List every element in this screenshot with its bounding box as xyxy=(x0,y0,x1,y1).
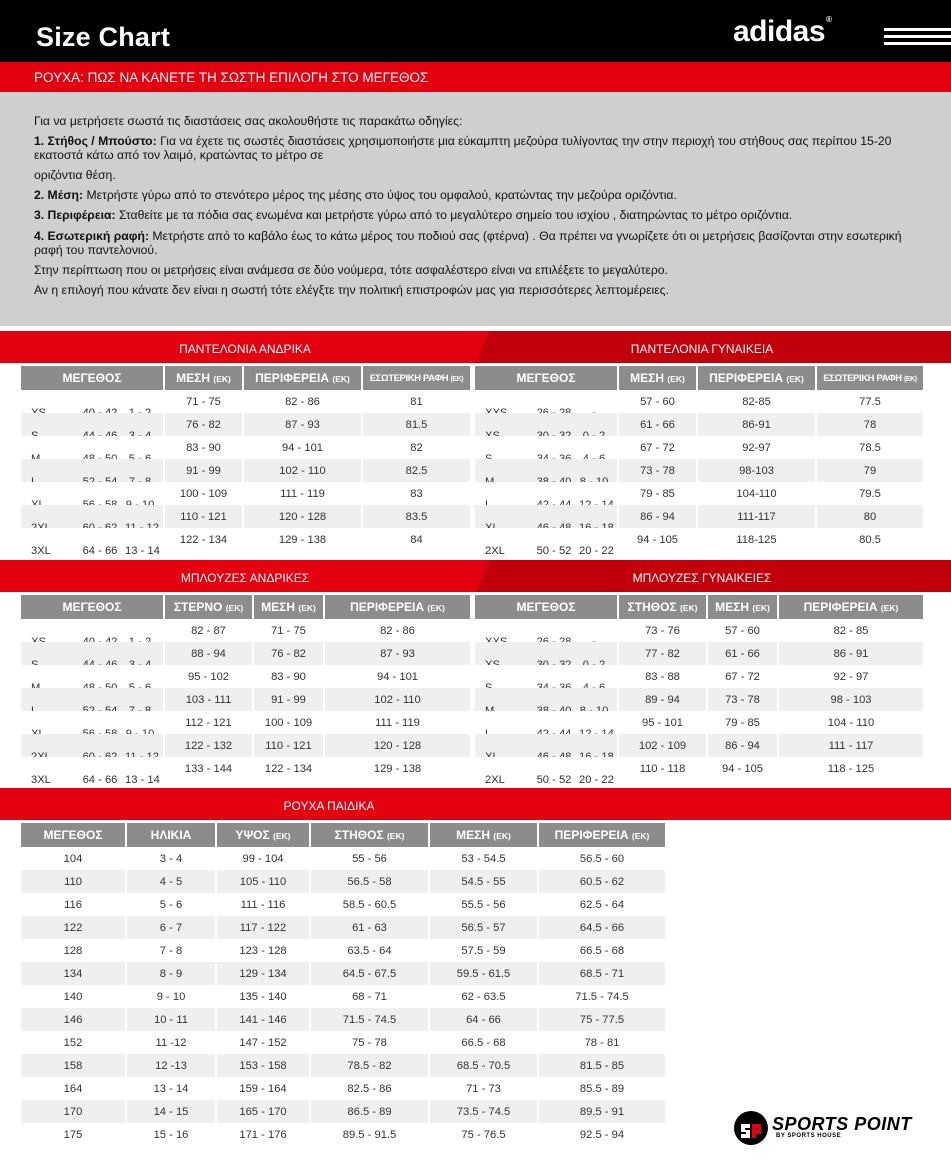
table-cell: 67 - 72 xyxy=(619,436,698,459)
col-header-waist: ΜΕΣΗ (ΕΚ) xyxy=(254,595,325,619)
table-cell: 73 - 78 xyxy=(619,459,698,482)
table-cell: 102 - 109 xyxy=(619,734,708,757)
table-cell: 170 xyxy=(21,1100,127,1123)
table-cell: 3 - 4 xyxy=(127,847,217,870)
table-cell: 14 - 15 xyxy=(127,1100,217,1123)
table-row xyxy=(21,1031,665,1054)
size-eu: 64 - 66 xyxy=(82,544,118,557)
table-cell: 91 - 99 xyxy=(165,459,244,482)
table-cell: 129 - 134 xyxy=(217,962,311,985)
table-cell: 129 - 138 xyxy=(325,757,470,780)
table-cell: 10 - 11 xyxy=(127,1008,217,1031)
table-cell: 82 - 85 xyxy=(779,619,923,642)
table-cell: 141 - 146 xyxy=(217,1008,311,1031)
table-row xyxy=(475,390,923,413)
brand-logo: adidas® xyxy=(733,15,832,48)
table-row xyxy=(21,528,470,551)
table-cell: 56.5 - 57 xyxy=(430,916,539,939)
table-cell: 92-97 xyxy=(698,436,817,459)
brand-stripes-icon xyxy=(884,28,951,49)
table-cell: 62 - 63.5 xyxy=(430,985,539,1008)
table-row xyxy=(475,505,923,528)
table-cell: 73 - 76 xyxy=(619,619,708,642)
table-cell: 57.5 - 59 xyxy=(430,939,539,962)
col-header-hips: ΠΕΡΙΦΕΡΕΙΑ (ΕΚ) xyxy=(539,823,665,847)
tops-women-table xyxy=(475,595,923,786)
table-cell: 86.5 - 89 xyxy=(311,1100,430,1123)
table-cell: 123 - 128 xyxy=(217,939,311,962)
table-cell: 68.5 - 70.5 xyxy=(430,1054,539,1077)
size-cell xyxy=(21,757,165,786)
table-row xyxy=(21,1123,665,1146)
table-row xyxy=(21,413,470,436)
table-row xyxy=(21,847,665,870)
table-cell: 82 - 86 xyxy=(244,390,363,413)
table-cell: 104-110 xyxy=(698,482,817,505)
col-header-sternum: ΣΤΕΡΝΟ (ΕΚ) xyxy=(165,595,254,619)
table-row xyxy=(21,688,470,711)
page-title: Size Chart xyxy=(36,22,171,52)
table-cell: 54.5 - 55 xyxy=(430,870,539,893)
table-row xyxy=(21,1054,665,1077)
size-cell xyxy=(21,436,165,459)
table-cell: 12 -13 xyxy=(127,1054,217,1077)
col-header-waist: ΜΕΣΗ (ΕΚ) xyxy=(708,595,779,619)
subtitle-bar xyxy=(0,62,951,92)
table-cell: 118-125 xyxy=(698,528,817,551)
table-row xyxy=(21,619,470,642)
table-cell: 116 xyxy=(21,893,127,916)
table-cell: 60.5 - 62 xyxy=(539,870,665,893)
instruction-inseam: 4. Εσωτερική ραφή: Μετρήστε από το καβάλο έως το κάτω μέρος του ποδιού σας (φτέρνα) . Θα πρέπει να γνωρίζετε ότι οι μετρήσεις βασίζονται στην εσωτερική ραφή του παντελονιού. xyxy=(34,229,902,257)
table-cell: 62.5 - 64 xyxy=(539,893,665,916)
col-header-waist: ΜΕΣΗ (ΕΚ) xyxy=(430,823,539,847)
size-cell xyxy=(21,528,165,557)
size-cell xyxy=(21,459,165,482)
table-cell: 112 - 121 xyxy=(165,711,254,734)
table-row xyxy=(475,734,923,757)
table-cell: 129 - 138 xyxy=(244,528,363,551)
table-cell: 77.5 xyxy=(817,390,923,413)
table-cell: 94 - 101 xyxy=(244,436,363,459)
col-header-waist: ΜΕΣΗ (ΕΚ) xyxy=(165,366,244,390)
table-cell: 9 - 10 xyxy=(127,985,217,1008)
pants-section-bar xyxy=(0,331,951,363)
table-cell: 71.5 - 74.5 xyxy=(311,1008,430,1031)
table-row xyxy=(475,757,923,780)
table-cell: 86 - 91 xyxy=(779,642,923,665)
table-row xyxy=(21,482,470,505)
table-row xyxy=(475,459,923,482)
size-cell xyxy=(21,390,165,413)
table-row xyxy=(21,916,665,939)
size-cell xyxy=(475,665,619,688)
table-cell: 111-117 xyxy=(698,505,817,528)
table-cell: 77 - 82 xyxy=(619,642,708,665)
size-eu: 50 - 52 xyxy=(536,773,572,786)
table-cell: 82 - 87 xyxy=(165,619,254,642)
table-row xyxy=(21,505,470,528)
table-cell: 82 xyxy=(363,436,470,459)
size-cell xyxy=(21,711,165,734)
col-header-chest: ΣΤΗΘΟΣ (ΕΚ) xyxy=(619,595,708,619)
table-cell: 57 - 60 xyxy=(708,619,779,642)
size-cell xyxy=(475,505,619,528)
table-cell: 105 - 110 xyxy=(217,870,311,893)
table-cell: 79 xyxy=(817,459,923,482)
table-cell: 100 - 109 xyxy=(254,711,325,734)
col-header-size: ΜΕΓΕΘΟΣ xyxy=(21,595,165,619)
table-cell: 79 - 85 xyxy=(619,482,698,505)
table-cell: 82.5 - 86 xyxy=(311,1077,430,1100)
table-row xyxy=(21,939,665,962)
table-cell: 63.5 - 64 xyxy=(311,939,430,962)
size-eu: 50 - 52 xyxy=(536,544,572,557)
col-header-inseam: ΕΣΩΤΕΡΙΚΗ ΡΑΦΗ (ΕΚ) xyxy=(363,366,470,390)
size-cell xyxy=(475,688,619,711)
table-cell: 66.5 - 68 xyxy=(539,939,665,962)
tops-women-heading: ΜΠΛΟΥΖΕΣ ΓΥΝΑΙΚΕΙΕΣ xyxy=(632,571,772,585)
table-cell: 71 - 75 xyxy=(254,619,325,642)
col-header-chest: ΣΤΗΘΟΣ (ΕΚ) xyxy=(311,823,430,847)
table-cell: 78.5 xyxy=(817,436,923,459)
kids-section-bar xyxy=(0,788,951,820)
table-row xyxy=(475,711,923,734)
size-alt: 20 - 22 xyxy=(579,544,614,557)
table-cell: 55.5 - 56 xyxy=(430,893,539,916)
size-cell xyxy=(475,642,619,665)
sports-point-name: SPORTS POINT xyxy=(772,1114,912,1134)
size-cell xyxy=(475,390,619,413)
kids-table xyxy=(21,823,665,1146)
table-cell: 4 - 5 xyxy=(127,870,217,893)
table-cell: 140 xyxy=(21,985,127,1008)
size-cell xyxy=(21,482,165,505)
table-row xyxy=(475,528,923,551)
sports-point-logo-icon xyxy=(733,1110,769,1146)
table-cell: 11 -12 xyxy=(127,1031,217,1054)
table-cell: 59.5 - 61.5 xyxy=(430,962,539,985)
col-header-waist: ΜΕΣΗ (ΕΚ) xyxy=(619,366,698,390)
table-row xyxy=(475,688,923,711)
table-cell: 110 - 118 xyxy=(619,757,708,780)
table-cell: 75 - 76.5 xyxy=(430,1123,539,1146)
pants-men-heading: ΠΑΝΤΕΛΟΝΙΑ ΑΝΔΡΙΚΑ xyxy=(179,342,311,356)
kids-heading: ΡΟΥΧΑ ΠΑΙΔΙΚΑ xyxy=(283,799,375,813)
table-cell: 86-91 xyxy=(698,413,817,436)
instructions-intro: Για να μετρήσετε σωστά τις διαστάσεις σας ακολουθήστε τις παρακάτω οδηγίες: xyxy=(34,114,463,128)
table-cell: 83.5 xyxy=(363,505,470,528)
table-row xyxy=(475,665,923,688)
table-cell: 84 xyxy=(363,528,470,551)
table-cell: 110 - 121 xyxy=(165,505,244,528)
table-cell: 8 - 9 xyxy=(127,962,217,985)
table-cell: 94 - 105 xyxy=(708,757,779,780)
size-alt: 13 - 14 xyxy=(125,544,160,557)
table-cell: 82.5 xyxy=(363,459,470,482)
table-cell: 78 - 81 xyxy=(539,1031,665,1054)
table-cell: 164 xyxy=(21,1077,127,1100)
table-cell: 87 - 93 xyxy=(325,642,470,665)
table-cell: 15 - 16 xyxy=(127,1123,217,1146)
table-cell: 133 - 144 xyxy=(165,757,254,780)
table-row xyxy=(21,436,470,459)
table-cell: 171 - 176 xyxy=(217,1123,311,1146)
size-cell xyxy=(475,757,619,786)
brand-name: adidas xyxy=(733,15,826,48)
table-cell: 67 - 72 xyxy=(708,665,779,688)
tops-section-bar xyxy=(0,560,951,592)
table-cell: 175 xyxy=(21,1123,127,1146)
col-header-size: ΜΕΓΕΘΟΣ xyxy=(21,823,127,847)
table-row xyxy=(21,962,665,985)
table-cell: 89.5 - 91 xyxy=(539,1100,665,1123)
table-cell: 83 - 90 xyxy=(165,436,244,459)
tops-men-table xyxy=(21,595,470,786)
table-cell: 68.5 - 71 xyxy=(539,962,665,985)
sports-point-tagline: BY SPORTS HOUSE xyxy=(776,1133,842,1139)
size-cell xyxy=(21,734,165,757)
size-cell xyxy=(21,642,165,665)
instructions-note2: Αν η επιλογή που κάνατε δεν είναι η σωστή τότε ελέγξτε την πολιτική επιστροφών μας για περισσότερες λεπτομέρειες. xyxy=(34,283,669,297)
table-cell: 7 - 8 xyxy=(127,939,217,962)
table-cell: 118 - 125 xyxy=(779,757,923,780)
table-cell: 87 - 93 xyxy=(244,413,363,436)
table-cell: 159 - 164 xyxy=(217,1077,311,1100)
table-cell: 122 - 132 xyxy=(165,734,254,757)
instruction-chest: 1. Στήθος / Μπούστο: Για να έχετε τις σωστές διαστάσεις χρησιμοποιήστε μια εύκαμπτη μεζούρα τυλίγοντας την στην περιοχή του στήθους σας περίπου 15-20 εκατοστά κάτω από τον λαιμό, κρατώντας το μέτρο σε xyxy=(34,134,892,162)
table-cell: 111 - 119 xyxy=(325,711,470,734)
size-cell xyxy=(475,413,619,436)
instruction-hips: 3. Περιφέρεια: Σταθείτε με τα πόδια σας ενωμένα και μετρήστε γύρω από το μεγαλύτερο σημείο του ισχίου , διατηρώντας το μέτρο οριζόντια. xyxy=(34,208,793,222)
table-row xyxy=(475,642,923,665)
table-cell: 95 - 102 xyxy=(165,665,254,688)
table-row xyxy=(475,413,923,436)
size-eu: 64 - 66 xyxy=(82,773,118,786)
size-cell xyxy=(475,619,619,642)
table-cell: 78 xyxy=(817,413,923,436)
table-cell: 88 - 94 xyxy=(165,642,254,665)
table-cell: 100 - 109 xyxy=(165,482,244,505)
table-cell: 68 - 71 xyxy=(311,985,430,1008)
table-cell: 83 - 90 xyxy=(254,665,325,688)
table-cell: 102 - 110 xyxy=(325,688,470,711)
table-cell: 78.5 - 82 xyxy=(311,1054,430,1077)
col-header-hips: ΠΕΡΙΦΕΡΕΙΑ (ΕΚ) xyxy=(779,595,923,619)
instructions-note1: Στην περίπτωση που οι μετρήσεις είναι ανάμεσα σε δύο νούμερα, τότε ασφαλέστερο είναι να επιλέξετε το μεγαλύτερο. xyxy=(34,263,668,277)
size-cell xyxy=(475,436,619,459)
pants-men-table xyxy=(21,366,470,557)
table-cell: 89.5 - 91.5 xyxy=(311,1123,430,1146)
table-row xyxy=(21,459,470,482)
table-cell: 111 - 117 xyxy=(779,734,923,757)
table-cell: 98 - 103 xyxy=(779,688,923,711)
table-cell: 76 - 82 xyxy=(165,413,244,436)
table-cell: 85.5 - 89 xyxy=(539,1077,665,1100)
table-row xyxy=(21,665,470,688)
table-row xyxy=(21,1008,665,1031)
pants-women-heading: ΠΑΝΤΕΛΟΝΙΑ ΓΥΝΑΙΚΕΙΑ xyxy=(630,342,774,356)
table-cell: 75 - 77.5 xyxy=(539,1008,665,1031)
subtitle: ΡΟΥΧΑ: ΠΩΣ ΝΑ ΚΑΝΕΤΕ ΤΗ ΣΩΣΤΗ ΕΠΙΛΟΓΗ ΣΤΟ ΜΕΓΕΘΟΣ xyxy=(34,70,429,85)
size-cell xyxy=(475,459,619,482)
table-row xyxy=(21,390,470,413)
table-cell: 75 - 78 xyxy=(311,1031,430,1054)
table-cell: 146 xyxy=(21,1008,127,1031)
instructions-panel xyxy=(0,92,951,326)
col-header-age: ΗΛΙΚΙΑ xyxy=(127,823,217,847)
table-cell: 95 - 101 xyxy=(619,711,708,734)
table-cell: 110 xyxy=(21,870,127,893)
table-row xyxy=(21,1100,665,1123)
table-cell: 79.5 xyxy=(817,482,923,505)
table-cell: 79 - 85 xyxy=(708,711,779,734)
table-cell: 111 - 119 xyxy=(244,482,363,505)
size-cell xyxy=(21,688,165,711)
size-cell xyxy=(475,482,619,505)
table-cell: 64.5 - 67.5 xyxy=(311,962,430,985)
table-cell: 152 xyxy=(21,1031,127,1054)
table-cell: 81.5 xyxy=(363,413,470,436)
table-cell: 61 - 66 xyxy=(619,413,698,436)
table-cell: 80.5 xyxy=(817,528,923,551)
size-cell xyxy=(475,734,619,757)
top-bar xyxy=(0,0,951,62)
table-cell: 73.5 - 74.5 xyxy=(430,1100,539,1123)
table-row xyxy=(475,482,923,505)
table-cell: 81 xyxy=(363,390,470,413)
table-cell: 71 - 75 xyxy=(165,390,244,413)
table-cell: 83 xyxy=(363,482,470,505)
table-cell: 128 xyxy=(21,939,127,962)
size-alt: 20 - 22 xyxy=(579,773,614,786)
table-row xyxy=(21,642,470,665)
size-cell xyxy=(21,665,165,688)
table-cell: 92 - 97 xyxy=(779,665,923,688)
table-cell: 64.5 - 66 xyxy=(539,916,665,939)
table-cell: 92.5 - 94 xyxy=(539,1123,665,1146)
col-header-height: ΥΨΟΣ (ΕΚ) xyxy=(217,823,311,847)
table-cell: 104 xyxy=(21,847,127,870)
table-cell: 102 - 110 xyxy=(244,459,363,482)
table-row xyxy=(21,893,665,916)
table-cell: 122 - 134 xyxy=(165,528,244,551)
table-row xyxy=(21,757,470,780)
size-cell xyxy=(21,413,165,436)
table-cell: 82-85 xyxy=(698,390,817,413)
table-cell: 89 - 94 xyxy=(619,688,708,711)
size-cell xyxy=(475,528,619,557)
table-cell: 147 - 152 xyxy=(217,1031,311,1054)
table-cell: 71 - 73 xyxy=(430,1077,539,1100)
table-cell: 117 - 122 xyxy=(217,916,311,939)
table-cell: 83 - 88 xyxy=(619,665,708,688)
table-cell: 82 - 86 xyxy=(325,619,470,642)
table-cell: 61 - 66 xyxy=(708,642,779,665)
table-cell: 6 - 7 xyxy=(127,916,217,939)
table-cell: 158 xyxy=(21,1054,127,1077)
col-header-size: ΜΕΓΕΘΟΣ xyxy=(475,595,619,619)
col-header-hips: ΠΕΡΙΦΕΡΕΙΑ (ΕΚ) xyxy=(325,595,470,619)
table-cell: 66.5 - 68 xyxy=(430,1031,539,1054)
col-header-size: ΜΕΓΕΘΟΣ xyxy=(21,366,165,390)
table-cell: 110 - 121 xyxy=(254,734,325,757)
table-cell: 81.5 - 85 xyxy=(539,1054,665,1077)
table-row xyxy=(21,985,665,1008)
col-header-hips: ΠΕΡΙΦΕΡΕΙΑ (ΕΚ) xyxy=(244,366,363,390)
table-cell: 122 - 134 xyxy=(254,757,325,780)
size-label: 3XL xyxy=(31,544,51,557)
table-cell: 55 - 56 xyxy=(311,847,430,870)
table-cell: 99 - 104 xyxy=(217,847,311,870)
table-cell: 56.5 - 60 xyxy=(539,847,665,870)
table-row xyxy=(475,436,923,459)
table-cell: 5 - 6 xyxy=(127,893,217,916)
size-cell xyxy=(475,711,619,734)
table-cell: 120 - 128 xyxy=(244,505,363,528)
tops-men-heading: ΜΠΛΟΥΖΕΣ ΑΝΔΡΙΚΕΣ xyxy=(180,571,310,585)
instruction-chest-cont: οριζόντια θέση. xyxy=(34,168,116,182)
table-cell: 86 - 94 xyxy=(619,505,698,528)
table-cell: 98-103 xyxy=(698,459,817,482)
size-label: 3XL xyxy=(31,773,51,786)
table-cell: 94 - 101 xyxy=(325,665,470,688)
col-header-hips: ΠΕΡΙΦΕΡΕΙΑ (ΕΚ) xyxy=(698,366,817,390)
size-label: 2XL xyxy=(485,773,505,786)
table-cell: 56.5 - 58 xyxy=(311,870,430,893)
table-cell: 94 - 105 xyxy=(619,528,698,551)
table-cell: 58.5 - 60.5 xyxy=(311,893,430,916)
pants-women-table xyxy=(475,366,923,557)
table-row xyxy=(21,1077,665,1100)
table-cell: 165 - 170 xyxy=(217,1100,311,1123)
table-cell: 86 - 94 xyxy=(708,734,779,757)
table-cell: 122 xyxy=(21,916,127,939)
table-cell: 120 - 128 xyxy=(325,734,470,757)
table-cell: 111 - 116 xyxy=(217,893,311,916)
size-label: 2XL xyxy=(485,544,505,557)
table-cell: 104 - 110 xyxy=(779,711,923,734)
size-cell xyxy=(21,619,165,642)
col-header-inseam: ΕΣΩΤΕΡΙΚΗ ΡΑΦΗ (ΕΚ) xyxy=(817,366,923,390)
table-row xyxy=(21,870,665,893)
table-cell: 76 - 82 xyxy=(254,642,325,665)
table-cell: 134 xyxy=(21,962,127,985)
size-alt: 13 - 14 xyxy=(125,773,160,786)
table-cell: 80 xyxy=(817,505,923,528)
table-cell: 61 - 63 xyxy=(311,916,430,939)
table-row xyxy=(475,619,923,642)
size-cell xyxy=(21,505,165,528)
instruction-waist: 2. Μέση: Μετρήστε γύρω από το στενότερο μέρος της μέσης στο ύψος του ομφαλού, κρατώντας την μεζούρα οριζόντια. xyxy=(34,188,677,202)
table-cell: 135 - 140 xyxy=(217,985,311,1008)
col-header-size: ΜΕΓΕΘΟΣ xyxy=(475,366,619,390)
table-cell: 71.5 - 74.5 xyxy=(539,985,665,1008)
table-cell: 53 - 54.5 xyxy=(430,847,539,870)
table-cell: 73 - 78 xyxy=(708,688,779,711)
table-cell: 64 - 66 xyxy=(430,1008,539,1031)
table-cell: 57 - 60 xyxy=(619,390,698,413)
table-cell: 103 - 111 xyxy=(165,688,254,711)
table-row xyxy=(21,711,470,734)
table-cell: 13 - 14 xyxy=(127,1077,217,1100)
table-row xyxy=(21,734,470,757)
table-cell: 91 - 99 xyxy=(254,688,325,711)
table-cell: 153 - 158 xyxy=(217,1054,311,1077)
